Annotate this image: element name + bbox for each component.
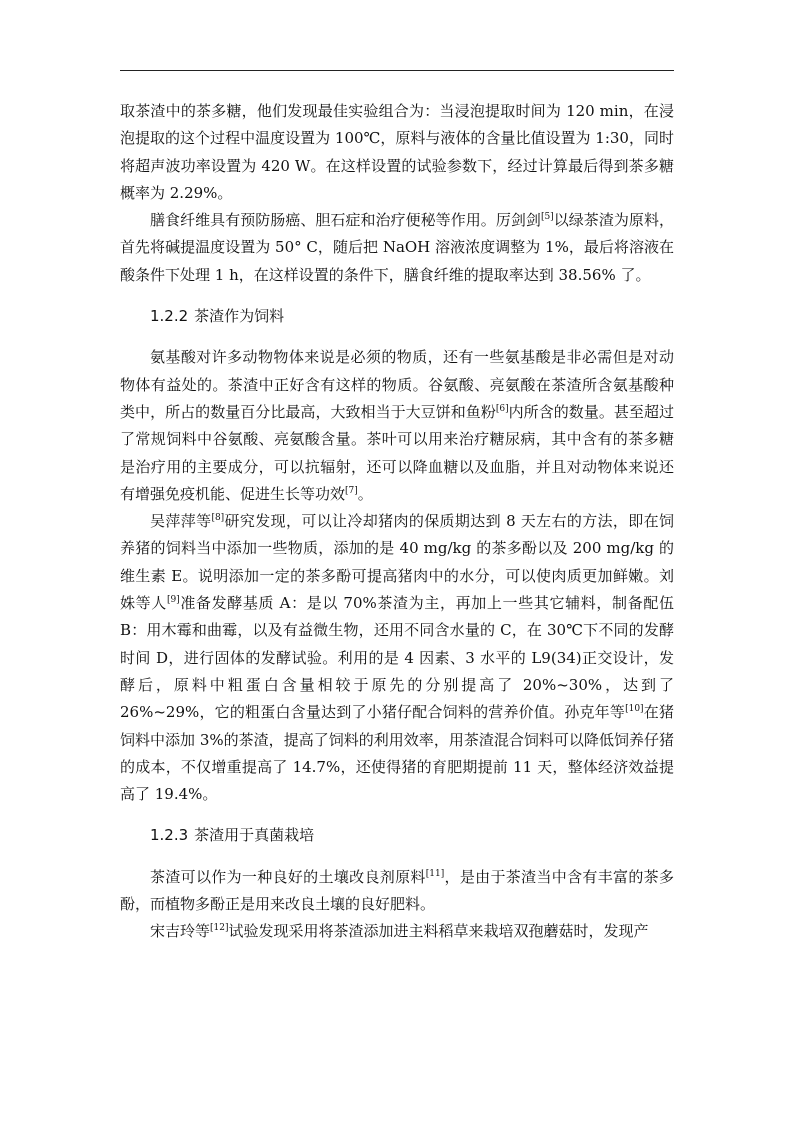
text-run: 准备发酵基质 A：是以 70%茶渣为主，再加上一些其它辅料，制备配伍 B：用木霉和曲霉，以及有益微生物，还用不同含水量的 C，在 30℃下不同的发酵时间 D，进行固体的发酵试验。利用的是 4 因素、3 水平的 L9(34)正交设计，发酵后，原料中粗蛋白含量相较于原先的分别提高了 20%~30%，达到了 26%~29%，它的粗蛋白含量达到了小猪仔配合饲料的营养价值。孙克年等 <box>120 594 674 722</box>
text-run: 以绿茶渣为原料，首先将碱提温度设置为 50° C，随后把 NaOH 溶液浓度调整为 1%，最后将溶液在酸条件下处理 1 h，在这样设置的条件下，膳食纤维的提取率达到 38.56% 了。 <box>120 211 674 284</box>
text-run: 试验发现采用将茶渣添加进主料稻草来栽培双孢蘑菇时，发现产 <box>228 922 649 941</box>
text-run: 宋吉玲等 <box>150 922 211 941</box>
citation-ref: [10] <box>625 704 644 715</box>
paragraph <box>120 207 674 289</box>
text-run: 茶渣可以作为一种良好的土壤改良剂原料 <box>150 867 426 886</box>
text-run: ，是由于茶渣当中含有丰富的茶多酚，而植物多酚正是用来改良土壤的良好肥料。 <box>120 867 674 914</box>
paragraph <box>120 918 674 945</box>
citation-ref: [6] <box>495 403 509 414</box>
section-heading <box>120 822 674 849</box>
text-run: 膳食纤维具有预防肠癌、胆石症和治疗便秘等作用。厉剑剑 <box>150 211 541 230</box>
document-body <box>120 98 674 946</box>
section-heading <box>120 303 674 330</box>
paragraph <box>120 508 674 808</box>
section-number: 1.2.2 <box>150 307 189 326</box>
text-run: 吴萍萍等 <box>150 512 212 531</box>
citation-ref: [5] <box>540 212 554 223</box>
citation-ref: [11] <box>425 868 445 879</box>
text-run: 研究发现，可以让冷却猪肉的保质期达到 8 天左右的方法，即在饲养猪的饲料当中添加一些物质，添加的是 40 mg/kg 的茶多酚以及 200 mg/kg 的维生素 E。说明添加一定的茶多酚可提高猪肉中的水分，可以使肉质更加鲜嫩。刘姝等人 <box>120 512 674 613</box>
citation-ref: [9] <box>166 595 180 606</box>
section-title: 茶渣作为饲料 <box>194 307 285 326</box>
section-title: 茶渣用于真菌栽培 <box>194 826 315 845</box>
text-run: 内所含的数量。甚至超过了常规饲料中谷氨酸、亮氨酸含量。茶叶可以用来治疗糖尿病，其中含有的茶多糖是治疗用的主要成分，可以抗辐射，还可以降血糖以及血脂，并且对动物体来说还有增强免疫机能、促进生长等功效 <box>120 402 674 503</box>
paragraph <box>120 98 674 207</box>
header-rule <box>120 70 674 71</box>
citation-ref: [8] <box>211 513 225 524</box>
paragraph <box>120 864 674 919</box>
text-run: 在猪饲料中添加 3%的茶渣，提高了饲料的利用效率，用茶渣混合饲料可以降低饲养仔猪的成本，不仅增重提高了 14.7%，还使得猪的育肥期提前 11 天，整体经济效益提高了 19.4%。 <box>120 703 674 804</box>
text-run: 。 <box>357 484 373 503</box>
citation-ref: [7] <box>345 485 358 496</box>
text-run: 取茶渣中的茶多糖，他们发现最佳实验组合为：当浸泡提取时间为 120 min，在浸泡提取的这个过程中温度设置为 100℃，原料与液体的含量比值设置为 1:30，同时将超声波功率设置为 420 W。在这样设置的试验参数下，经过计算最后得到茶多糖概率为 2.29%。 <box>120 102 674 202</box>
paragraph <box>120 344 674 508</box>
text-run: 氨基酸对许多动物物体来说是必须的物质，还有一些氨基酸是非必需但是对动物体有益处的。茶渣中正好含有这样的物质。谷氨酸、亮氨酸在茶渣所含氨基酸种类中，所占的数量百分比最高，大致相当于大豆饼和鱼粉 <box>120 348 674 421</box>
section-number: 1.2.3 <box>150 826 189 845</box>
citation-ref: [12] <box>210 923 229 934</box>
